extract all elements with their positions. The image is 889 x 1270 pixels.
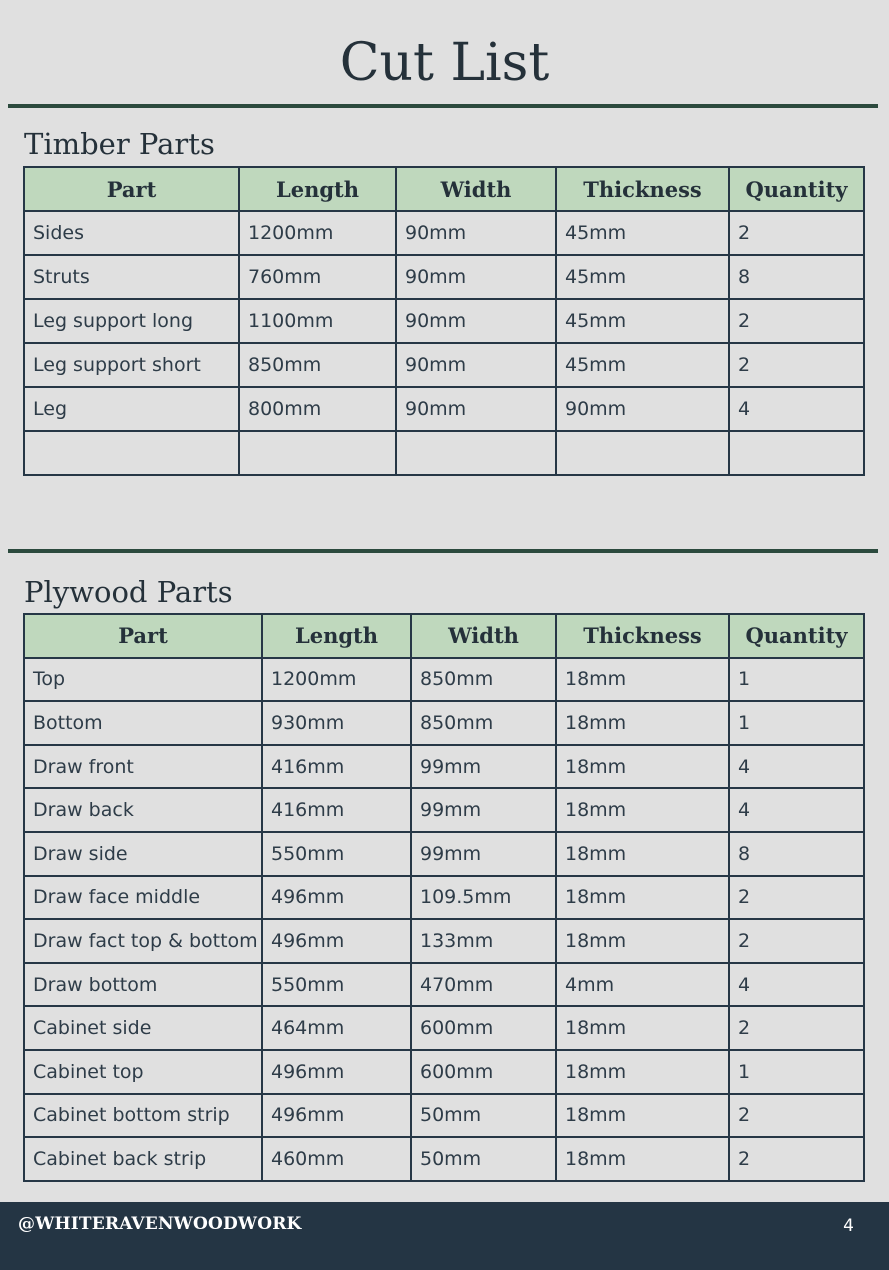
table-cell: 600mm — [411, 1006, 556, 1050]
column-header: Length — [262, 614, 411, 658]
table-cell: 18mm — [556, 1006, 729, 1050]
table-cell: Struts — [24, 255, 239, 299]
table-cell: 4mm — [556, 963, 729, 1007]
table-row — [24, 343, 864, 387]
table-cell: 18mm — [556, 1137, 729, 1181]
table-cell: 1 — [729, 1050, 864, 1094]
table-cell: Top — [24, 658, 262, 702]
table-cell: 2 — [729, 1137, 864, 1181]
table-row — [24, 299, 864, 343]
table-cell: 133mm — [411, 919, 556, 963]
table-cell: 460mm — [262, 1137, 411, 1181]
table-row — [24, 832, 864, 876]
table-cell: 464mm — [262, 1006, 411, 1050]
table-cell: 18mm — [556, 1050, 729, 1094]
column-header: Thickness — [556, 614, 729, 658]
table-cell: 760mm — [239, 255, 396, 299]
table-row — [24, 788, 864, 832]
table-cell: 18mm — [556, 919, 729, 963]
table-cell — [239, 431, 396, 475]
table-cell: 50mm — [411, 1094, 556, 1138]
table-cell: 4 — [729, 387, 864, 431]
table-cell: 4 — [729, 745, 864, 789]
table-cell: 2 — [729, 1006, 864, 1050]
table-cell: 2 — [729, 343, 864, 387]
table-row — [24, 1137, 864, 1181]
table-cell: 50mm — [411, 1137, 556, 1181]
table-cell: 2 — [729, 299, 864, 343]
table-cell: 90mm — [396, 255, 556, 299]
table-cell: 45mm — [556, 211, 729, 255]
table-cell: 930mm — [262, 701, 411, 745]
table-cell: 45mm — [556, 343, 729, 387]
table-cell: 1 — [729, 658, 864, 702]
table-cell: 850mm — [411, 658, 556, 702]
table-row — [24, 919, 864, 963]
column-header: Width — [411, 614, 556, 658]
timber-parts-table — [23, 166, 865, 476]
table-cell: Draw front — [24, 745, 262, 789]
plywood-parts-table — [23, 613, 865, 1182]
table-cell: 18mm — [556, 745, 729, 789]
table-row — [24, 963, 864, 1007]
divider — [8, 104, 878, 108]
table-cell: 416mm — [262, 745, 411, 789]
table-cell: 416mm — [262, 788, 411, 832]
table-cell: 496mm — [262, 1050, 411, 1094]
table-row — [24, 1006, 864, 1050]
table-cell: Bottom — [24, 701, 262, 745]
column-header: Part — [24, 614, 262, 658]
table-cell: 99mm — [411, 788, 556, 832]
table-cell: 496mm — [262, 876, 411, 920]
table-cell: Cabinet bottom strip — [24, 1094, 262, 1138]
table-cell: 4 — [729, 788, 864, 832]
table-cell: 18mm — [556, 701, 729, 745]
table-cell: 2 — [729, 211, 864, 255]
table-row — [24, 431, 864, 475]
table-cell: Draw bottom — [24, 963, 262, 1007]
table-cell — [556, 431, 729, 475]
table-cell: 18mm — [556, 876, 729, 920]
timber-section-title: Timber Parts — [24, 127, 215, 161]
table-cell: 550mm — [262, 832, 411, 876]
column-header: Quantity — [729, 614, 864, 658]
table-row — [24, 211, 864, 255]
table-header-row — [24, 167, 864, 211]
table-cell: 8 — [729, 832, 864, 876]
table-cell: 1 — [729, 701, 864, 745]
table-cell — [729, 431, 864, 475]
table-cell: 1100mm — [239, 299, 396, 343]
table-cell: Leg support short — [24, 343, 239, 387]
table-cell: Draw side — [24, 832, 262, 876]
table-cell: 90mm — [396, 211, 556, 255]
table-cell: 8 — [729, 255, 864, 299]
footer — [0, 1202, 889, 1270]
table-cell: 1200mm — [239, 211, 396, 255]
table-cell: 850mm — [411, 701, 556, 745]
table-cell: 109.5mm — [411, 876, 556, 920]
table-cell: 90mm — [556, 387, 729, 431]
table-row — [24, 876, 864, 920]
table-cell: Cabinet top — [24, 1050, 262, 1094]
table-cell: 4 — [729, 963, 864, 1007]
table-cell: Leg — [24, 387, 239, 431]
table-cell: Cabinet side — [24, 1006, 262, 1050]
table-cell: 45mm — [556, 299, 729, 343]
table-cell: Sides — [24, 211, 239, 255]
column-header: Quantity — [729, 167, 864, 211]
table-cell: 850mm — [239, 343, 396, 387]
table-cell: 800mm — [239, 387, 396, 431]
table-row — [24, 255, 864, 299]
table-cell — [396, 431, 556, 475]
table-cell: 2 — [729, 919, 864, 963]
table-cell: 45mm — [556, 255, 729, 299]
table-cell: 18mm — [556, 788, 729, 832]
column-header: Width — [396, 167, 556, 211]
table-cell: 99mm — [411, 745, 556, 789]
table-cell: 90mm — [396, 299, 556, 343]
table-cell: 2 — [729, 876, 864, 920]
column-header: Length — [239, 167, 396, 211]
column-header: Part — [24, 167, 239, 211]
table-row — [24, 701, 864, 745]
table-cell: 99mm — [411, 832, 556, 876]
page-number: 4 — [843, 1216, 854, 1236]
table-cell: Cabinet back strip — [24, 1137, 262, 1181]
table-cell: 496mm — [262, 1094, 411, 1138]
plywood-section-title: Plywood Parts — [24, 575, 233, 609]
table-cell: 18mm — [556, 1094, 729, 1138]
table-cell: Draw back — [24, 788, 262, 832]
table-row — [24, 387, 864, 431]
table-cell: 90mm — [396, 387, 556, 431]
table-cell — [24, 431, 239, 475]
table-row — [24, 658, 864, 702]
table-cell: 90mm — [396, 343, 556, 387]
table-row — [24, 1094, 864, 1138]
page-title: Cut List — [339, 33, 550, 93]
table-cell: Draw face middle — [24, 876, 262, 920]
table-header-row — [24, 614, 864, 658]
table-row — [24, 745, 864, 789]
table-cell: 496mm — [262, 919, 411, 963]
table-row — [24, 1050, 864, 1094]
column-header: Thickness — [556, 167, 729, 211]
table-cell: 18mm — [556, 832, 729, 876]
divider — [8, 549, 878, 553]
table-cell: 550mm — [262, 963, 411, 1007]
table-cell: Leg support long — [24, 299, 239, 343]
table-cell: 18mm — [556, 658, 729, 702]
table-cell: 1200mm — [262, 658, 411, 702]
table-cell: Draw fact top & bottom — [24, 919, 262, 963]
table-cell: 2 — [729, 1094, 864, 1138]
footer-handle: @WHITERAVENWOODWORK — [18, 1214, 302, 1234]
table-cell: 600mm — [411, 1050, 556, 1094]
table-cell: 470mm — [411, 963, 556, 1007]
